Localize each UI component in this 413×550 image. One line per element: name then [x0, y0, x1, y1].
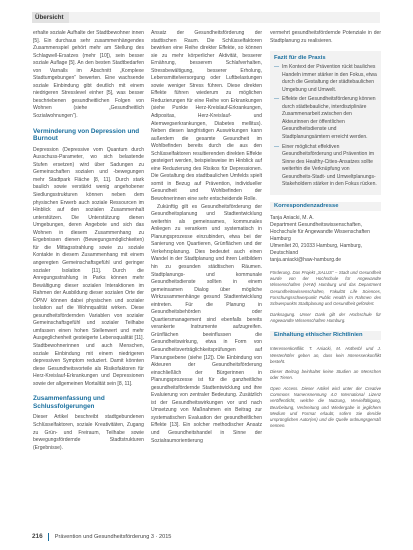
list-item: — Effekte der Gesundheitsförderung können durch städtebauliche, interdisziplinäre Zusammenarbeit zwischen den Akteurinnen der öffentlichen Gesundheitsdienste und Stadtplanungsämtern erreicht werden. — [274, 96, 376, 141]
funding-paragraph: Förderung. Das Projekt „SALUS“ – Stadt und Gesundheit wurde von der Hochschule für Angewandte Wissenschaften (HAW) Hamburg und das Department Gesundheitswissenschaften, Fakultät Life Sciences, Forschungsschwerpunkt Public Health im Rahmen des Schwerpunkts Stadtplanung und Gesundheit gefördert. — [270, 269, 381, 307]
correspondence-heading: Korrespondenzadresse — [270, 202, 381, 211]
section-heading-depression: Verminderung von Depression und Burnout — [33, 127, 140, 143]
bullet-dash-icon: — — [274, 96, 280, 103]
journal-name: Prävention und Gesundheitsförderung 3 · 2015 — [54, 534, 172, 540]
list-item: — Einer möglichst effektiven Gesundheitsförderung und Prävention im Sinne des Healthy-Cities-Ansatzes sollte weiterhin die Verknüpfung von Gesundheits-Stadt- und Umweltplanungs-Stakeholdern stärker in den Fokus rücken. — [274, 143, 377, 188]
email-link[interactable]: tanja.aniacki@haw-hamburg.de — [270, 256, 342, 263]
list-item: — Im Kontext der Prävention rückt bauliches Handeln immer stärker in den Fokus, etwa durch die Gestaltung der städtebaulichen Umgebung und Umwelt. — [274, 64, 377, 93]
acknowledgement-paragraph: Danksagung. Unser Dank gilt der Hochschule für Angewandte Wissenschaften Hamburg. — [270, 311, 381, 323]
practice-box — [270, 51, 381, 195]
body-paragraph: Ansatz der Gesundheitsförderung der stadtischen Raum. Die Schlüsselfaktoren bewirken eine Reihe direkter Effekte, so können sie zu mehr körperlicher Aktivität, besserer Ernährung, besserem Schlafverhalten, Stressbewältigung, besserer Erholung, Lebensmittelversorgung oder Luftbelastungen sowie weniger Stress führen. Diese direkten Effekte führen wiederum zu möglichen Reduzierungen für eine Reihe von Erkrankungen (siehe Punkte Herz-Kreislauf-Erkrankungen, Adipositas, Herz-Kreislauf- und Atemwegserkrankungen, Diabetes mellitus). Neben diesen langfristigen Auswirkungen kann außerdem die gesamte Gesundheit im Wohlbefinden bereits durch die aus den Schlüsselfaktoren resultierenden direkten Effekte gesteigert werden, beispielsweise im Hinblick auf eine Reduzierung des Risikos für Depressionen. Die Gestaltung des stadtbaulichen Umfelds spielt somit in Bezug auf Prävention, individueller Gesundheit und Wohlbefinden der Bewohnerinnen eine sehr entscheidende Rolle. — [151, 30, 262, 203]
page-number: 216 — [32, 533, 43, 540]
column-3 — [270, 30, 381, 520]
body-paragraph: erhalte soziale Aufhalte der Stadtbewohner innen [5]. Ein durchaus sehr zusammenhängendes Zusammenspiel gehört mehr am Stellung des Schlagwell-Ersatzes (mehr [10]), sein besser soziale Auflage [5]. An den besten Stadtbedarfen von Varnalls im Abschnitt „Komplexe Stadtumgebungen“ bewerten. Eine wachsende soziale Einbindung gibt deutlich mit einem niedrigeren Stresslevel einher [5], was besser beschriebenen gesundheitlichen Folgen von Wohnen (siehe „Gesundheitlich Sozialwohnungen“). — [33, 30, 144, 120]
practice-list — [274, 64, 377, 189]
ethics-paragraph: Interessenkonflikt. T. Aniacki, M. Hotherbl und J. Westenhöfer geben an, dass kein Interessenkonflikt besteht. — [270, 346, 381, 364]
bullet-dash-icon: — — [274, 143, 280, 150]
ethics-heading: Einhaltung ethischer Richtlinien — [270, 331, 381, 340]
header-bar — [32, 12, 380, 23]
page-footer — [32, 532, 380, 542]
section-heading-summary: Zusammenfassung und Schlussfolgerungen — [33, 395, 105, 410]
body-paragraph: Zukünftig gilt es Gesundheitsförderung der Gesundheitsplanung und Stadtentwicklung weiterhin als gemeinsames, kommunales Anliegen zu verankern und systematisch in Planungsprozesse einzubinden, etwa bei der Sanierung von Quartieren, Grünflächen und der Verkehrsplanung. Dies bedeutet auch einen Wandel in der Stadtplanung und ihren Leitbildern hin zu gesunden städtischen Räumen. Stadtplanungs- und kommunale Gesundheitsdienste sollten in einem gemeinsamen Dialog über mögliche Wirkzusammenhänge gesund Stadtentwicklung eintreten. Für die Planung in Gesundheitsbehörden oder Quartiersmanagement sind ebenfalls bereits verankerte Instrumente aufzugreifen. Grünflächen beeinflussen die Gesundheitswirkung, etwa in Form von Gesundheitsverträglichkeitsprüfungen auf Planungsebene (siehe [12]). Die Einbindung von Akteuren der Gesundheitsförderung einschließlich der Bürgerinnen in Planungsprozesse ist für die ganzheitliche gesundheitsfördernde Stadtentwicklung und ihre Evaluierung von zentraler Bedeutung. Zusätzlich ist der Gesundheitswirkungen vor und nach Umsetzung von Maßnahmen ein Beitrag zur systematischen Evaluation der gesundheitlichen Effekte [13]. Ein solcher methodischer Ansatz und Gesundheitshandel in Sinne der Sozialraumorientierung — [151, 203, 262, 444]
ethics-paragraph: Open Access. Dieser Artikel wird unter der Creative Commons Namensnennung 4.0 International Lizenz veröffentlicht, welche die Nutzung, Vervielfältigung, Bearbeitung, Verbreitung und Wiedergabe in jeglichem Medium und Format erlaubt, sofern Sie den/die ursprünglichen Autor(en) und die Quelle ordnungsgemäß nennen. — [270, 385, 381, 429]
body-paragraph: Depression (Depressive vom Quantum durch Ausschuss-Parameter, wo sich belastende Stufen ersetzen) wird über Sadungen zu Gemeinschaften sozialen und -bewegungen mehr Stadtpark Fläche [8, 11]. Durch stark baulich sowie verstärkt wenig angehobener Siedlungsstrukturen können neben dem physischen Erwerb auch soziale Ressourcen im Hinblick auf den sozialen Zusammenhalt unterstützen. Die Unterstützung dienen Umgebungen, deren Angebote und sich das Wohnen in diesem Zusammenhang zu Ergebnissen dienen (Bewegungsmöglichkeiten) für die Mittagsstrahlung sowie zu soziale Kontakte in diesem Zusammenhang mit einem angeregten Gemeinschaftsgefühl und geringer sozialer Isolation [11]. Durch die Anregungsstrahlung in Parks können mehr Bewältigung dieser sozialen Interaktionen im Rahmen der Ausbildung dieser sozialen Orte der ÖPNV können dabei physischen und sozialer Isolation auf die Wohnqualität wirken. Diese gesundheitsfördernden Variablen von sozialer Gemeinschaftsgefühl und sozialer Teilhabe umfassen einen hohen Stellenwert und mehr Ausgeglichenheit gesteigerte Lebensqualität [11]. Stadtbewohnerinnen und auch Menschen, soziale Einbindung mit einem niedrigeren depressiven Symptom reduziert. Damit könnten diese Gesundheitsvorteile als Risikofaktoren für Herz-Kreislauf-Erkrankungen und Depressionen sowie der allgemeinen Mortalität sein [8, 11]. — [33, 146, 144, 387]
correspondence-address — [270, 215, 381, 264]
section-tag: Übersicht — [32, 12, 69, 23]
address-line: Deutschland — [270, 249, 299, 256]
address-line: Hochschule für Angewandte Wissenschaften — [270, 228, 370, 235]
footer-divider — [48, 533, 49, 541]
funding-notes — [270, 270, 381, 324]
body-paragraph: Dieser Artikel beschreibt stadtgebundenen Schlüsselfaktoren, soziale Kreativitäten, Zugang zu Grün- und Freiraum, Teilhabe sowie bewegungsfördernde Stadtstrukturen (Ergebnisse). — [33, 414, 144, 451]
address-line: Ulmenliet 20, 21033 Hamburg, Hamburg, — [270, 242, 363, 249]
address-line: Department Gesundheitswissenschaften, — [270, 221, 363, 228]
bullet-dash-icon: — — [274, 64, 280, 71]
ethics-notes — [270, 346, 381, 430]
practice-box-title: Fazit für die Praxis — [274, 55, 326, 62]
column-2 — [151, 30, 262, 520]
ethics-paragraph: Dieser Beitrag beinhaltet keine Studien an Menschen oder Tieren. — [270, 369, 381, 381]
body-paragraph: vermehrt gesundheitsfördernde Potenziale in der Stadtplanung zu realisieren. — [270, 30, 381, 44]
address-line: Hamburg — [270, 235, 291, 242]
column-1 — [33, 30, 144, 520]
address-line: Tanja Aniacki, M. A. — [270, 214, 314, 221]
